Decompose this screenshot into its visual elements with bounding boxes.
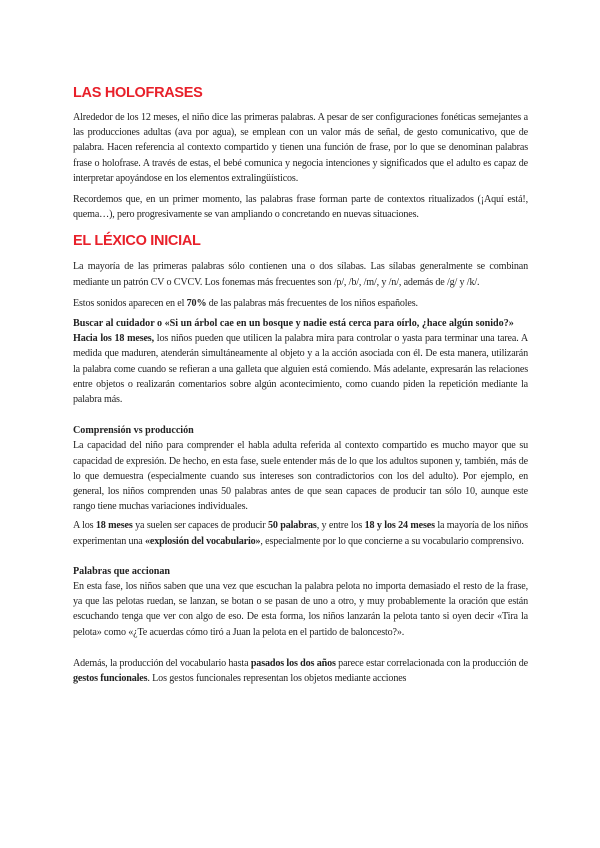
bold-run: 18 meses (95, 520, 133, 532)
paragraph-holofrases-2: Recordemos que, en un primer momento, las palabras frase forman parte de contextos ritualizados (¡Aquí está!, quema…), pero progresivamente se van ampliando o concretando en nuevas situaciones. (73, 194, 528, 221)
bold-run: 18 y los 24 meses (364, 520, 435, 532)
bold-run: Hacia los 18 meses, (73, 333, 154, 345)
text-run: los niños pueden que utilicen la palabra mira para controlar o yasta para terminar una tarea. A medida que maduren, atenderán simultáneamente al objeto y a la acción asociada con él. De esta manera, utilizarán la palabra come cuando se refieran a una galleta que alguien está comiendo. Más adelante, expresarán las relaciones entre objetos o realizarán comentarios sobre algún acontecimiento, como cuando piden la repetición mediante la palabra más. (73, 333, 528, 406)
subheading-comprension-produccion: Comprensión vs producción (73, 425, 194, 437)
bold-run: 50 palabras (268, 520, 317, 532)
paragraph-lexico-1: La mayoría de las primeras palabras sólo contienen una o dos sílabas. Las sílabas generalmente se combinan mediante un patrón CV o CVCV. Los fonemas más frecuentes son /p/, /b/, /m/, y /n/, además de /g/ y /k/. (73, 261, 528, 288)
text-run: de las palabras más frecuentes de los niños españoles. (206, 297, 418, 309)
document-content (73, 85, 528, 686)
text-run: Además, la producción del vocabulario hasta (73, 657, 251, 669)
subheading-buscar-cuidador: Buscar al cuidador o «Si un árbol cae en un bosque y nadie está cerca para oírlo, ¿hace algún sonido?» (73, 318, 514, 330)
paragraph-palabras-accionan: En esta fase, los niños saben que una vez que escuchan la palabra pelota no importa demasiado el resto de la frase, ya que las pelotas ruedan, se lanzan, se botan o se pasan de uno a otro, y muy probablemente la oración que están escuchando tenga que ver con algo de eso. De esta forma, los niños lanzarán la pelota tanto si oyen decir «Tira la pelota» como «¿Te acuerdas cómo tiró a Juan la pelota en el partido de baloncesto?». (73, 581, 528, 638)
heading-holofrases: LAS HOLOFRASES (73, 85, 203, 101)
paragraph-holofrases-1: Alrededor de los 12 meses, el niño dice las primeras palabras. A pesar de ser configuraciones fonéticas semejantes a las producciones adultas (ava por agua), se emplean con un valor más de señal, de gesto comunicativo, que de palabra. Hacen referencia al contexto compartido y tienen una función de frase, por lo que se denominan palabras frase o holofrase. A través de estas, el bebé comunica y negocia intenciones y significados que el adulto es capaz de interpretar apoyándose en los elementos extralingüísticos. (73, 112, 528, 184)
paragraph-buscar-cuidador (73, 331, 528, 407)
paragraph-explosion-vocabulario (73, 518, 528, 548)
text-run: Estos sonidos aparecen en el (73, 297, 187, 309)
section-comprension-produccion (73, 423, 528, 549)
text-run: , especialmente por lo que concierne a su vocabulario comprensivo. (260, 535, 524, 547)
paragraph-comprension: La capacidad del niño para comprender el habla adulta referida al contexto compartido es mucho mayor que su capacidad de expresión. De hecho, en esta fase, suele entender más de lo que los adultos suponen y, también, más de lo que demuestra (especialmente cuando sus intereses son contradictorios con los del adulto). Por ejemplo, en general, los niños comprenden unas 50 palabras antes de que sean capaces de producir tan sólo 10, aunque este rango tiene muchas variaciones individuales. (73, 440, 528, 513)
text-run: parece estar correlacionada con la producción de (335, 657, 528, 669)
text-run: . Los gestos funcionales representan los objetos mediante acciones (147, 673, 407, 685)
bold-run: «explosión del vocabulario» (145, 535, 261, 547)
heading-lexico-inicial: EL LÉXICO INICIAL (73, 233, 201, 250)
bold-percentage: 70% (186, 297, 207, 309)
bold-run: pasados los dos años (250, 657, 336, 669)
bold-run: gestos funcionales (73, 673, 148, 685)
paragraph-gestos-funcionales (73, 656, 528, 686)
subheading-palabras-accionan: Palabras que accionan (73, 565, 171, 577)
text-run: , y entre los (316, 520, 365, 532)
text-run: A los (73, 520, 96, 532)
section-buscar-cuidador (73, 316, 528, 407)
text-run: la mayoría de los niños experimentan una (73, 520, 528, 547)
paragraph-lexico-2 (73, 296, 528, 311)
text-run: ya suelen ser capaces de producir (132, 520, 269, 532)
section-palabras-accionan (73, 564, 528, 640)
